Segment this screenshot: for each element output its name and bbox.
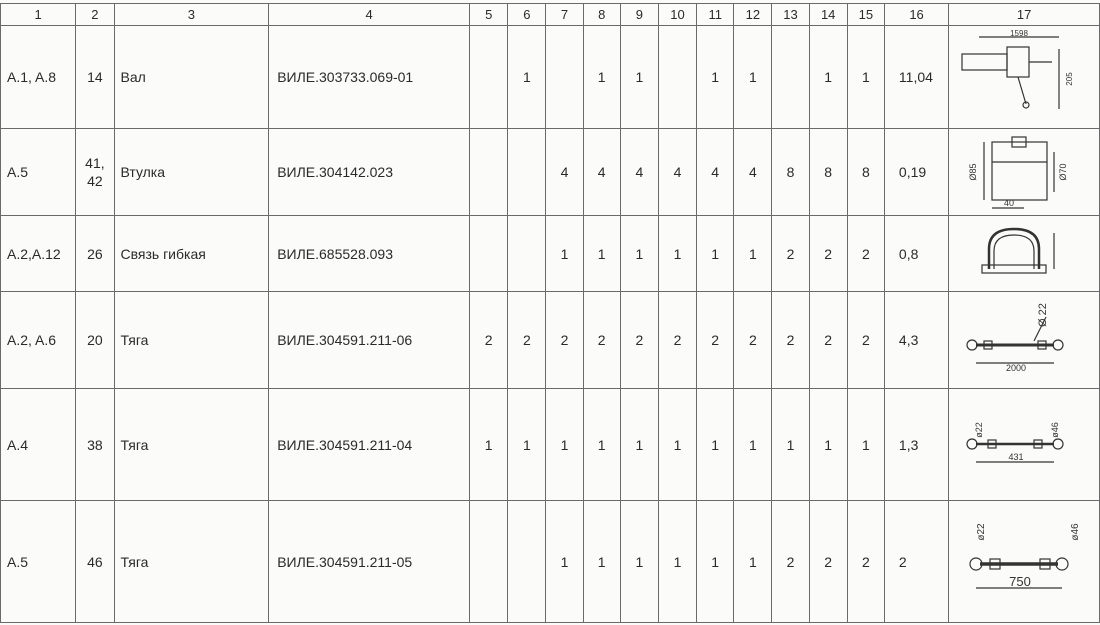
column-header-14: 14: [809, 4, 847, 26]
quantity-cell: 4: [583, 129, 620, 216]
mass-cell: 2: [884, 501, 948, 623]
quantity-cell: [658, 26, 696, 129]
zone-cell: A.2, A.6: [1, 292, 76, 389]
column-header-5: 5: [470, 4, 508, 26]
column-header-2: 2: [76, 4, 114, 26]
quantity-cell: [508, 216, 546, 292]
quantity-cell: 2: [508, 292, 546, 389]
zone-cell: A.2,A.12: [1, 216, 76, 292]
table-row: [1, 216, 1100, 292]
quantity-cell: 1: [620, 26, 658, 129]
quantity-cell: 2: [734, 292, 772, 389]
column-header-10: 10: [658, 4, 696, 26]
quantity-cell: 1: [546, 389, 583, 501]
quantity-cell: 2: [809, 216, 847, 292]
quantity-cell: 1: [772, 389, 809, 501]
position-cell: 20: [76, 292, 114, 389]
quantity-cell: 2: [847, 501, 884, 623]
quantity-cell: [470, 26, 508, 129]
quantity-cell: 2: [772, 292, 809, 389]
column-header-17: 17: [949, 4, 1100, 26]
quantity-cell: 1: [734, 216, 772, 292]
dimension-label: Ø70: [1058, 162, 1069, 181]
header-row: [1, 4, 1100, 26]
quantity-cell: [772, 26, 809, 129]
sketch-cell: [949, 216, 1100, 292]
dimension-label: 2000: [1006, 362, 1027, 373]
table-row: [1, 129, 1100, 216]
column-header-12: 12: [734, 4, 772, 26]
mass-cell: 1,3: [884, 389, 948, 501]
designation-cell: ВИЛЕ.304142.023: [269, 129, 470, 216]
quantity-cell: 1: [508, 389, 546, 501]
name-cell: Тяга: [114, 501, 269, 623]
quantity-cell: 1: [546, 501, 583, 623]
quantity-cell: 1: [697, 389, 734, 501]
designation-cell: ВИЛЕ.303733.069-01: [269, 26, 470, 129]
sketch-cell: [949, 501, 1100, 623]
name-cell: Тяга: [114, 389, 269, 501]
quantity-cell: 2: [847, 292, 884, 389]
position-cell: 14: [76, 26, 114, 129]
column-header-16: 16: [884, 4, 948, 26]
quantity-cell: [470, 216, 508, 292]
quantity-cell: 2: [620, 292, 658, 389]
quantity-cell: 4: [734, 129, 772, 216]
quantity-cell: 1: [583, 26, 620, 129]
quantity-cell: 1: [809, 26, 847, 129]
position-cell: 46: [76, 501, 114, 623]
quantity-cell: 2: [546, 292, 583, 389]
quantity-cell: [508, 129, 546, 216]
specification-table: [0, 3, 1100, 623]
column-header-11: 11: [697, 4, 734, 26]
quantity-cell: 1: [583, 389, 620, 501]
dimension-label: 750: [1009, 573, 1031, 589]
quantity-cell: 2: [847, 216, 884, 292]
name-cell: Вал: [114, 26, 269, 129]
dimension-label: 431: [1008, 451, 1024, 462]
mass-cell: 4,3: [884, 292, 948, 389]
dimension-label: 1598: [1010, 28, 1028, 38]
quantity-cell: [470, 501, 508, 623]
designation-cell: ВИЛЕ.304591.211-06: [269, 292, 470, 389]
quantity-cell: 1: [847, 26, 884, 129]
quantity-cell: 1: [697, 501, 734, 623]
quantity-cell: 1: [697, 216, 734, 292]
table-body: [1, 26, 1100, 623]
sketch-cell: [949, 292, 1100, 389]
quantity-cell: 1: [734, 501, 772, 623]
mass-cell: 11,04: [884, 26, 948, 129]
quantity-cell: 1: [583, 501, 620, 623]
part-sketch-rod: [954, 295, 1094, 386]
position-cell: 26: [76, 216, 114, 292]
quantity-cell: 8: [847, 129, 884, 216]
quantity-cell: 1: [658, 501, 696, 623]
quantity-cell: 8: [809, 129, 847, 216]
table-row: [1, 389, 1100, 501]
quantity-cell: 1: [583, 216, 620, 292]
quantity-cell: 1: [658, 216, 696, 292]
quantity-cell: 1: [847, 389, 884, 501]
quantity-cell: 2: [809, 292, 847, 389]
quantity-cell: 2: [583, 292, 620, 389]
name-cell: Втулка: [114, 129, 269, 216]
quantity-cell: 1: [658, 389, 696, 501]
quantity-cell: 2: [697, 292, 734, 389]
zone-cell: A.5: [1, 501, 76, 623]
column-header-4: 4: [269, 4, 470, 26]
designation-cell: ВИЛЕ.304591.211-04: [269, 389, 470, 501]
quantity-cell: 8: [772, 129, 809, 216]
quantity-cell: [546, 26, 583, 129]
column-header-7: 7: [546, 4, 583, 26]
quantity-cell: [508, 501, 546, 623]
mass-cell: 0,8: [884, 216, 948, 292]
dimension-label: ø22: [976, 522, 988, 541]
quantity-cell: 1: [620, 501, 658, 623]
sketch-cell: [949, 26, 1100, 129]
quantity-cell: 2: [772, 216, 809, 292]
dimension-label: ø46: [1070, 522, 1082, 541]
quantity-cell: 2: [470, 292, 508, 389]
dimension-label: ø46: [1050, 421, 1061, 438]
table-row: [1, 26, 1100, 129]
mass-cell: 0,19: [884, 129, 948, 216]
quantity-cell: 4: [546, 129, 583, 216]
column-header-1: 1: [1, 4, 76, 26]
part-sketch-rod3: [954, 504, 1094, 620]
quantity-cell: 1: [620, 216, 658, 292]
quantity-cell: 4: [620, 129, 658, 216]
part-sketch-bushing: [954, 132, 1094, 213]
quantity-cell: 1: [546, 216, 583, 292]
designation-cell: ВИЛЕ.685528.093: [269, 216, 470, 292]
column-header-6: 6: [508, 4, 546, 26]
sketch-cell: [949, 129, 1100, 216]
quantity-cell: 1: [508, 26, 546, 129]
quantity-cell: 1: [734, 389, 772, 501]
position-cell: 38: [76, 389, 114, 501]
part-sketch-rod2: [954, 392, 1094, 498]
dimension-label: 40: [1004, 197, 1015, 208]
column-header-3: 3: [114, 4, 269, 26]
zone-cell: A.5: [1, 129, 76, 216]
name-cell: Тяга: [114, 292, 269, 389]
dimension-label: 205: [1065, 71, 1075, 86]
quantity-cell: 1: [734, 26, 772, 129]
table-row: [1, 501, 1100, 623]
sketch-cell: [949, 389, 1100, 501]
column-header-13: 13: [772, 4, 809, 26]
column-header-8: 8: [583, 4, 620, 26]
dimension-label: Ø 22: [1037, 302, 1050, 327]
quantity-cell: 1: [470, 389, 508, 501]
zone-cell: A.1, A.8: [1, 26, 76, 129]
quantity-cell: 2: [658, 292, 696, 389]
column-header-9: 9: [620, 4, 658, 26]
dimension-label: Ø85: [968, 162, 979, 181]
table-row: [1, 292, 1100, 389]
quantity-cell: 1: [697, 26, 734, 129]
quantity-cell: 2: [809, 501, 847, 623]
column-header-15: 15: [847, 4, 884, 26]
part-sketch-shaft: [954, 29, 1094, 126]
dimension-label: ø22: [974, 421, 985, 438]
designation-cell: ВИЛЕ.304591.211-05: [269, 501, 470, 623]
part-sketch-loop: [954, 219, 1094, 289]
quantity-cell: [470, 129, 508, 216]
quantity-cell: 1: [620, 389, 658, 501]
quantity-cell: 2: [772, 501, 809, 623]
quantity-cell: 4: [658, 129, 696, 216]
name-cell: Связь гибкая: [114, 216, 269, 292]
quantity-cell: 1: [809, 389, 847, 501]
zone-cell: A.4: [1, 389, 76, 501]
position-cell: 41, 42: [76, 129, 114, 216]
quantity-cell: 4: [697, 129, 734, 216]
